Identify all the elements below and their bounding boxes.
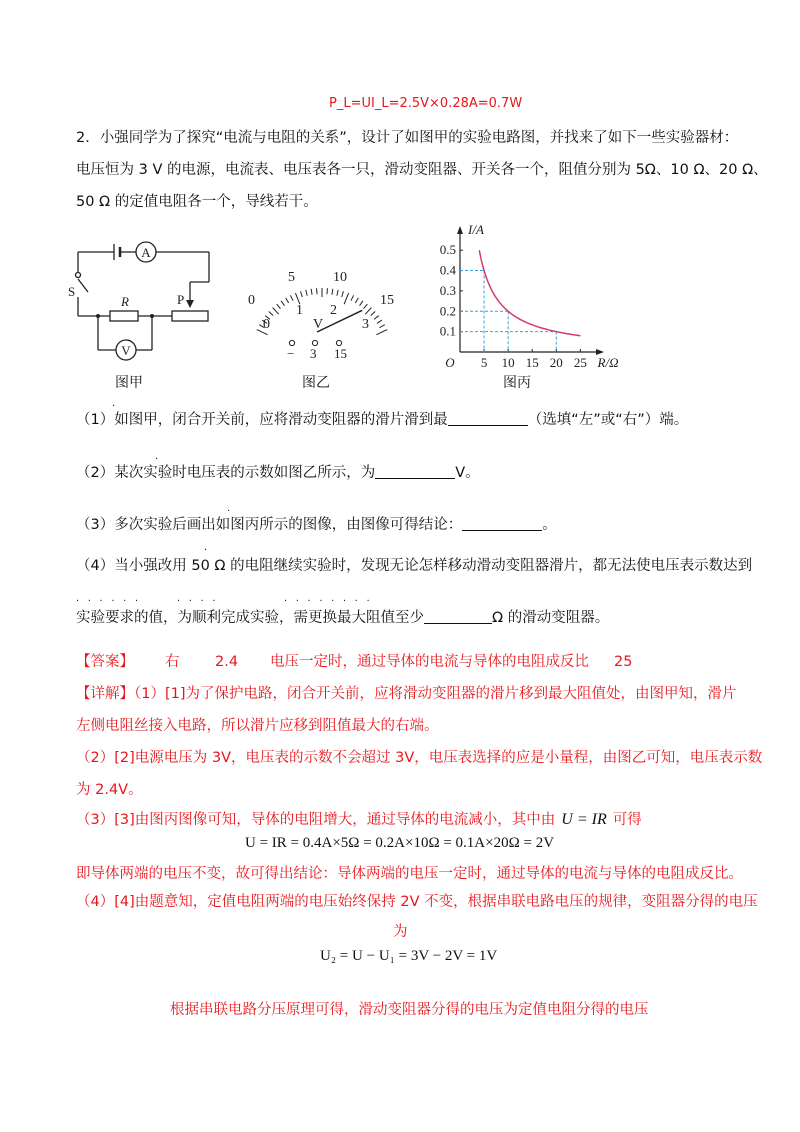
detail-line-3: （2）[2]电源电压为 3V，电压表的示数不会超过 3V，电压表选择的应是小量程，由图乙可知，电压表示数 [76, 750, 763, 766]
x-tick-label: 5 [480, 355, 488, 370]
question-line-2: 电压恒为 3 V 的电源，电流表、电压表各一只，滑动变阻器、开关各一个，阻值分别为 5Ω、10 Ω、20 Ω、 [76, 162, 768, 178]
equation-1: U = IR = 0.4A×5Ω = 0.2A×10Ω = 0.1A×20Ω = 2V [245, 835, 555, 851]
voltmeter-needle [317, 310, 362, 332]
y-arrow [457, 226, 463, 234]
answer-blank-1[interactable] [448, 411, 528, 426]
part-2: （2）某次实验时电压表的示数如图乙所示，为 V。 [76, 465, 480, 481]
dial-tick [301, 291, 303, 297]
detail-line-7: （4）[4]由题意知，定值电阻两端的电压始终保持 2V 不变，根据串联电路电压的规律，变阻器分得的电压 [76, 894, 758, 910]
question-line-1: 2．小强同学为了探究“电流与电阻的关系”，设计了如图甲的实验电路图，并找来了如下一些实验器材： [76, 130, 739, 146]
answer-value-3: 电压一定时，通过导体的电流与导体的电阻成反比 [270, 654, 589, 670]
terminal-3: 3 [310, 346, 317, 361]
lower-scale-2: 2 [330, 303, 337, 318]
upper-scale-10: 10 [333, 270, 347, 285]
dial-tick [332, 289, 333, 295]
part-3: （3）多次实验后画出如图丙所示的图像，由图像可得结论： 。 [76, 517, 557, 533]
dial-tick [269, 312, 273, 316]
dial-tick [342, 291, 344, 297]
y-tick-label: 0.5 [439, 242, 456, 258]
x-tick-label: 10 [501, 355, 515, 370]
detail-line-2: 左侧电阻丝接入电路，所以滑片应移到阻值最大的右端。 [76, 718, 439, 734]
lower-scale-3: 3 [362, 317, 369, 332]
dial-tick [376, 330, 387, 335]
y-tick-label: 0.4 [439, 262, 456, 278]
part-4: （4）当小强改用 50 Ω 的电阻继续实验时，发现无论怎样移动滑动变阻器滑片，都无法使电压表示数达到 [76, 558, 753, 574]
y-axis-label: I/A [468, 222, 484, 237]
answer-blank-4[interactable] [424, 609, 492, 624]
detail-line-9: 根据串联电路分压原理可得，滑动变阻器分得的电压为定值电阻分得的电压 [170, 1002, 649, 1018]
dial-tick [277, 304, 281, 309]
switch-label: S [68, 284, 76, 299]
y-tick-label: 0.3 [439, 282, 456, 298]
question-line-3: 50 Ω 的定值电阻各一个，导线若干。 [76, 194, 318, 210]
part-1: （1）如图甲，闭合开关前，应将滑动变阻器的滑片滑到最 （选填“左”或“右”）端。 [76, 412, 689, 428]
dial-tick [371, 312, 375, 316]
answer-blank-3[interactable] [462, 516, 542, 531]
x-tick-label: 15 [525, 355, 539, 370]
answer-value-2: 2.4 [215, 654, 239, 670]
dial-tick [355, 298, 358, 303]
dial-tick [337, 290, 338, 296]
emphasis-dots-2: ···· [177, 596, 225, 607]
emphasis-dots: ······ [76, 596, 147, 607]
dial-tick [290, 295, 293, 300]
detail-line-8: 为 [393, 924, 408, 940]
slider-label: P [177, 292, 185, 307]
ammeter-label: A [141, 245, 151, 260]
circuit-diagram [66, 232, 216, 362]
previous-answer: P_L=UI_L=2.5V×0.28A=0.7W [329, 96, 523, 111]
dial-tick [281, 301, 284, 306]
dial-tick [311, 289, 312, 295]
answer-blank-2[interactable] [375, 464, 455, 479]
upper-scale-5: 5 [288, 270, 295, 285]
dial-tick [365, 308, 371, 315]
dial-tick [273, 308, 279, 315]
y-tick-label: 0.1 [439, 323, 456, 339]
dial-tick [364, 304, 368, 309]
terminal-minus: − [287, 346, 295, 361]
dial-tick [351, 295, 354, 300]
dial-tick [380, 325, 385, 328]
unit-label: V [313, 317, 324, 332]
upper-scale-0: 0 [248, 293, 255, 308]
voltmeter-label: V [121, 343, 131, 358]
dial-tick [360, 301, 363, 306]
x-tick-label: 25 [573, 355, 587, 370]
equation-2: U₂ = U − U₁ = 3V − 2V = 1V [320, 948, 498, 964]
caption-figure-c: 图丙 [503, 375, 531, 391]
x-axis-label: R/Ω [597, 355, 619, 370]
caption-figure-a: 图甲 [115, 375, 143, 391]
answer-line: 【答案】 [76, 654, 134, 670]
dial-tick [286, 298, 289, 303]
terminal-15: 15 [334, 346, 347, 361]
answer-value-4: 25 [614, 654, 633, 670]
lower-scale-0: 0 [263, 317, 270, 332]
y-tick-label: 0.2 [439, 303, 456, 319]
detail-line-5: （3）[3]由图丙图像可知，导体的电阻增大，通过导体的电流减小，其中由 U = IR 可得 [76, 811, 642, 828]
dial-tick [374, 316, 379, 320]
origin-label: O [445, 355, 455, 370]
detail-line-1: 【详解】（1）[1]为了保护电路，闭合开关前，应将滑动变阻器的滑片移到最大阻值处，由图甲知，滑片 [76, 686, 737, 702]
detail-line-4: 为 2.4V。 [76, 782, 143, 798]
detail-line-6: 即导体两端的电压不变，故可得出结论：导体两端的电压一定时，通过导体的电流与导体的电阻成反比。 [76, 866, 743, 882]
caption-figure-b: 图乙 [302, 375, 330, 391]
dial-tick [377, 320, 382, 323]
part-4-cont: 实验要求的值，为顺利完成实验，需更换最大阻值至少 Ω 的滑动变阻器。 [76, 610, 610, 626]
ir-graph [424, 220, 619, 372]
voltmeter-dial [242, 262, 402, 372]
resistor-label: R [121, 294, 129, 309]
dial-tick [344, 293, 348, 304]
upper-scale-15: 15 [380, 293, 394, 308]
x-tick-label: 20 [549, 355, 563, 370]
dial-tick [306, 290, 307, 296]
series-line [479, 250, 580, 336]
lower-scale-1: 1 [296, 303, 303, 318]
answer-value-1: 右 [165, 654, 180, 670]
emphasis-dots-3: ········ [284, 596, 379, 607]
